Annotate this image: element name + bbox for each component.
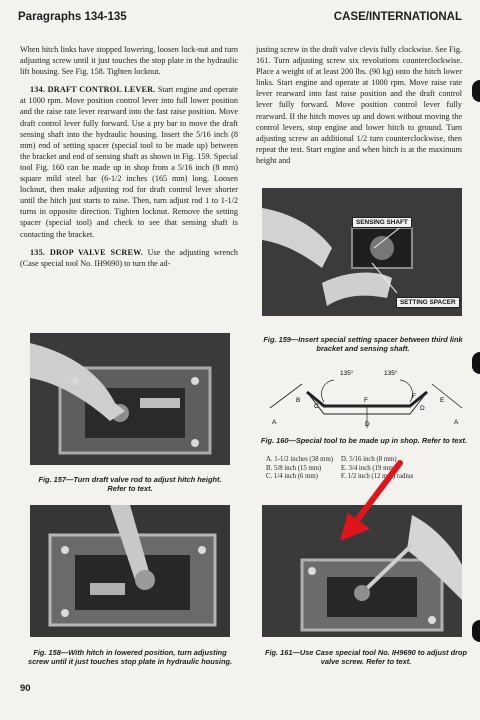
dim-letter-d-bottom: D xyxy=(365,421,370,428)
fig157-caption: Fig. 157—Turn draft valve rod to adjust hitch height. Refer to text. xyxy=(38,475,222,494)
dim-letter-a-right: A xyxy=(454,419,459,426)
fig158-caption: Fig. 158—With hitch in lowered position, turn adjusting screw until it just touches stop plate in hydraulic housing. xyxy=(27,648,233,667)
legend-a: A. 1-1/2 inches (38 mm) xyxy=(266,456,334,463)
legend-b: B. 5/8 inch (15 mm) xyxy=(266,464,322,472)
dim-letter-c: C xyxy=(314,403,319,410)
legend-c: C. 1/4 inch (6 mm) xyxy=(266,473,318,481)
paragraph-134 xyxy=(20,84,238,239)
label-sensing-shaft: SENSING SHAFT xyxy=(352,217,412,228)
legend-f: F. 1/2 inch (12 mm) radius xyxy=(341,473,414,481)
dim-letter-b: B xyxy=(296,397,301,404)
fig159-caption: Fig. 159—Insert special setting spacer between third link bracket and sensing shaft. xyxy=(263,335,463,354)
angle-right-label: 135° xyxy=(384,370,398,377)
binder-hole-middle xyxy=(472,352,480,374)
paragraph-135 xyxy=(20,247,238,269)
paragraph-hitch-links: When hitch links have stopped lowering, loosen lock-nut and turn adjusting screw until it just touches the stop plate in the hydraulic lift housing. See Fig. 158. Tighten locknut. xyxy=(20,45,238,77)
dim-letter-a-left: A xyxy=(272,419,277,426)
fig157-photo xyxy=(30,333,230,465)
fig160-tool-drawing xyxy=(262,362,472,430)
section-heading-134: 134. DRAFT CONTROL LEVER. xyxy=(30,85,156,95)
paragraph-134-body: Start engine and operate at 1000 rpm. Move position control lever into full lower position and the raise rate lever rearward into the fast raise position. Move draft control lever fully forward. Use a pry bar to move the draft sensing shaft into the hydraulic housing. Insert the 5/16 inch (8 mm) end of setting spacer (special tool to be made up) between the bracket and end of sensing shaft as shown in Fig. 159. Special tool Fig. 160 can be made up in shop from a 5/16 inch (8 mm) square mild steel bar (6-1/2 inches (165 mm) long. Loosen locknut, then make adjusting rod for draft control lever shorter until the hitch just starts to raise. Then, turn adjust rod 1 to 1-1/2 turns in opposite direction. Tighten locknut. Remove the setting spacer (special tool) and check to see that sensing shaft is contacting the bracket. xyxy=(20,85,238,239)
dim-letter-f-right: F xyxy=(412,393,416,400)
label-setting-spacer: SETTING SPACER xyxy=(396,297,460,308)
dim-letter-e: E xyxy=(440,397,445,404)
legend-e: E. 3/4 inch (19 mm) xyxy=(341,464,396,472)
fig161-caption: Fig. 161—Use Case special tool No. IH9690 to adjust drop valve screw. Refer to text. xyxy=(264,648,468,667)
running-head-right: CASE/INTERNATIONAL xyxy=(333,11,462,23)
section-heading-135: 135. DROP VALVE SCREW. xyxy=(30,247,144,257)
paragraph-drop-valve-continued: justing screw in the draft valve clevis fully clockwise. See Fig. 161. Turn adjusting screw six revolutions counterclockwise. Place a weight of at least 200 lbs. (90 kg) onto the hitch lower links. Start engine and operate at 1000 rpm. Move raise rate lever rearward into fast raise position and the draft control lever fully forward. Move position control lever fully rearward. If the hitch moves up and down without moving the control levers, stop engine and lower hitch to ground. Turn adjusting screw an additional 1/2 turn counterclockwise, then repeat the test. Start engine and when hitch is at the maximum height and xyxy=(256,45,462,165)
binder-hole-bottom xyxy=(472,620,480,642)
binder-hole-top xyxy=(472,80,480,102)
text-column-right xyxy=(256,44,462,173)
red-arrow-annotation xyxy=(330,455,410,550)
fig160-caption: Fig. 160—Special tool to be made up in shop. Refer to text. xyxy=(260,436,468,445)
dim-letter-d-right: D xyxy=(420,405,425,412)
dim-letter-f-center: F xyxy=(364,397,368,404)
page-number: 90 xyxy=(20,683,31,694)
legend-d: D. 5/16 inch (8 mm) xyxy=(341,456,397,463)
paragraph-135-body: Use the adjusting wrench (Case special tool No. IH9690) to turn the ad- xyxy=(20,247,238,268)
running-head-left: Paragraphs 134-135 xyxy=(18,11,127,23)
text-column-left xyxy=(20,44,238,276)
fig158-photo xyxy=(30,505,230,637)
angle-left-label: 135° xyxy=(340,370,354,377)
